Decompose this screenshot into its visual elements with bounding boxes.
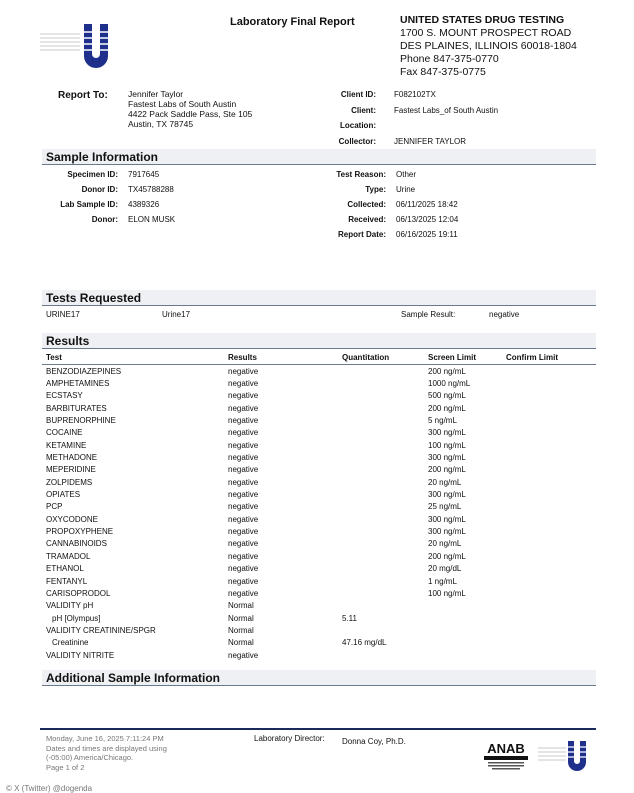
anab-logo-text: ANAB [487, 741, 525, 756]
client-info [300, 87, 498, 149]
result-test-name: VALIDITY CREATININE/SPGR [46, 625, 156, 635]
client-row [300, 103, 498, 119]
result-row [42, 377, 596, 389]
sample-info-left [46, 167, 175, 227]
col-quantitation: Quantitation [342, 352, 390, 362]
footer-rule [40, 728, 596, 730]
client-value: F082102TX [394, 90, 436, 100]
specimen-id-label: Specimen ID: [67, 170, 118, 179]
result-value: negative [228, 514, 259, 524]
result-value: negative [228, 379, 259, 389]
result-quantitation: 5.11 [342, 613, 357, 623]
result-test-name: TRAMADOL [46, 551, 91, 561]
lab-name: UNITED STATES DRUG TESTING [400, 14, 565, 26]
result-screen-limit: 200 ng/mL [428, 403, 466, 413]
result-row [42, 439, 596, 451]
tests-requested-row [46, 310, 596, 322]
result-row [42, 402, 596, 414]
recipient-city: Austin, TX 78745 [128, 119, 194, 129]
test-reason-value: Other [396, 170, 417, 179]
result-screen-limit: 100 ng/mL [428, 440, 466, 450]
result-value: negative [228, 366, 259, 376]
result-value: negative [228, 403, 259, 413]
report-date-value: 06/16/2025 19:11 [396, 230, 458, 239]
result-test-name: VALIDITY pH [46, 601, 94, 611]
specimen-id-value: 7917645 [128, 170, 160, 179]
sample-result-value: negative [489, 310, 520, 319]
result-screen-limit: 20 mg/dL [428, 564, 462, 574]
result-test-name: OPIATES [46, 490, 81, 500]
result-screen-limit: 5 ng/mL [428, 416, 457, 426]
result-test-name: KETAMINE [46, 440, 87, 450]
col-confirm-limit: Confirm Limit [506, 352, 558, 362]
recipient-street: 4422 Pack Saddle Pass, Ste 105 [128, 109, 253, 119]
result-screen-limit: 1000 ng/mL [428, 379, 471, 389]
result-screen-limit: 200 ng/mL [428, 465, 466, 475]
result-screen-limit: 20 ng/mL [428, 539, 462, 549]
result-value: negative [228, 428, 259, 438]
client-label: Client: [351, 105, 376, 115]
result-value: negative [228, 588, 259, 598]
footer-page-number: Page 1 of 2 [46, 762, 85, 772]
result-screen-limit: 300 ng/mL [428, 527, 466, 537]
result-test-name: METHADONE [46, 453, 98, 463]
footer-timestamp: Monday, June 16, 2025 7:11:24 PM [46, 734, 164, 743]
result-row [42, 649, 596, 661]
result-test-name: pH [Olympus] [52, 613, 101, 623]
usdt-logo [40, 18, 120, 70]
result-value: negative [228, 416, 259, 426]
lab-address-line2: DES PLAINES, ILLINOIS 60018-1804 [400, 40, 577, 52]
lab-director-label: Laboratory Director: [254, 734, 325, 743]
result-row [42, 624, 596, 636]
result-row [42, 525, 596, 537]
result-screen-limit: 300 ng/mL [428, 453, 466, 463]
result-value: negative [228, 465, 259, 475]
result-value: Normal [228, 625, 254, 635]
result-row [42, 575, 596, 587]
result-value: negative [228, 391, 259, 401]
collected-label: Collected: [347, 200, 386, 209]
tests-requested-header: Tests Requested [42, 290, 596, 306]
result-row [42, 427, 596, 439]
client-value: Fastest Labs_of South Austin [394, 105, 499, 115]
client-label: Client ID: [340, 90, 376, 100]
result-row [42, 390, 596, 402]
result-screen-limit: 500 ng/mL [428, 391, 466, 401]
test-code: URINE17 [46, 310, 80, 319]
result-test-name: MEPERIDINE [46, 465, 96, 475]
client-row [300, 134, 498, 150]
report-title: Laboratory Final Report [230, 16, 355, 28]
result-row [42, 600, 596, 612]
client-row [300, 118, 498, 134]
lab-sample-id-value: 4389326 [128, 200, 160, 209]
result-screen-limit: 200 ng/mL [428, 366, 466, 376]
collected-value: 06/11/2025 18:42 [396, 200, 458, 209]
result-test-name: BUPRENORPHINE [46, 416, 116, 426]
result-row [42, 563, 596, 575]
result-value: Normal [228, 638, 254, 648]
results-table-body [42, 365, 596, 661]
result-screen-limit: 200 ng/mL [428, 551, 466, 561]
type-value: Urine [396, 185, 416, 194]
donor-label: Donor: [91, 215, 118, 224]
donor-id-value: TX45788288 [128, 185, 174, 194]
usdt-logo-footer [538, 738, 594, 772]
received-label: Received: [348, 215, 386, 224]
lab-fax: Fax 847-375-0775 [400, 66, 486, 78]
result-value: negative [228, 527, 259, 537]
result-test-name: ETHANOL [46, 564, 84, 574]
result-test-name: OXYCODONE [46, 514, 99, 524]
result-screen-limit: 300 ng/mL [428, 490, 466, 500]
result-screen-limit: 25 ng/mL [428, 502, 462, 512]
result-test-name: PROPOXYPHENE [46, 527, 114, 537]
result-screen-limit: 20 ng/mL [428, 477, 462, 487]
col-test: Test [46, 352, 62, 362]
result-row [42, 501, 596, 513]
result-test-name: BENZODIAZEPINES [46, 366, 122, 376]
result-test-name: ECSTASY [46, 391, 83, 401]
col-results: Results [228, 352, 257, 362]
result-screen-limit: 1 ng/mL [428, 576, 457, 586]
anab-accreditation-logo [478, 737, 534, 773]
result-value: negative [228, 650, 259, 660]
client-label: Collector: [338, 136, 376, 146]
result-row [42, 550, 596, 562]
lab-director-name: Donna Coy, Ph.D. [342, 737, 406, 746]
client-value: JENNIFER TAYLOR [394, 136, 467, 146]
sample-info-right [300, 167, 458, 242]
received-value: 06/13/2025 12:04 [396, 215, 459, 224]
additional-sample-information-header: Additional Sample Information [42, 670, 596, 686]
result-row [42, 365, 596, 377]
test-panel: Urine17 [162, 310, 191, 319]
result-test-name: BARBITURATES [46, 403, 107, 413]
lab-sample-id-label: Lab Sample ID: [60, 200, 118, 209]
result-row [42, 538, 596, 550]
result-row [42, 513, 596, 525]
result-value: negative [228, 440, 259, 450]
image-caption: © X (Twitter) @dogenda [6, 784, 93, 793]
result-value: negative [228, 477, 259, 487]
result-screen-limit: 100 ng/mL [428, 588, 466, 598]
sample-result-label: Sample Result: [401, 310, 456, 319]
result-value: negative [228, 539, 259, 549]
client-row [300, 87, 498, 103]
result-value: Normal [228, 613, 254, 623]
result-test-name: COCAINE [46, 428, 83, 438]
results-table [42, 350, 596, 661]
results-header: Results [42, 333, 596, 349]
result-value: negative [228, 502, 259, 512]
recipient-company: Fastest Labs of South Austin [128, 99, 237, 109]
result-row [42, 612, 596, 624]
lab-phone: Phone 847-375-0770 [400, 53, 499, 65]
result-row [42, 488, 596, 500]
report-date-label: Report Date: [337, 230, 386, 239]
result-value: negative [228, 576, 259, 586]
result-screen-limit: 300 ng/mL [428, 514, 466, 524]
result-row [42, 464, 596, 476]
result-test-name: CANNABINOIDS [46, 539, 107, 549]
result-test-name: FENTANYL [46, 576, 88, 586]
donor-id-label: Donor ID: [81, 185, 118, 194]
sample-information-header: Sample Information [42, 149, 596, 165]
result-test-name: CARISOPRODOL [46, 588, 111, 598]
result-test-name: PCP [46, 502, 63, 512]
result-quantitation: 47.16 mg/dL [342, 638, 387, 648]
col-screen-limit: Screen Limit [428, 352, 477, 362]
type-label: Type: [365, 185, 386, 194]
report-to-label: Report To: [58, 90, 108, 101]
test-reason-label: Test Reason: [336, 170, 386, 179]
footer-note-2: (-05:00) America/Chicago. [46, 753, 134, 762]
result-screen-limit: 300 ng/mL [428, 428, 466, 438]
recipient-name: Jennifer Taylor [128, 89, 184, 99]
result-test-name: Creatinine [52, 638, 89, 648]
result-test-name: ZOLPIDEMS [46, 477, 93, 487]
lab-address-line1: 1700 S. MOUNT PROSPECT ROAD [400, 27, 572, 39]
result-row [42, 587, 596, 599]
donor-value: ELON MUSK [128, 215, 176, 224]
result-value: negative [228, 490, 259, 500]
result-row [42, 637, 596, 649]
result-test-name: VALIDITY NITRITE [46, 650, 115, 660]
results-table-header [42, 350, 596, 365]
result-value: Normal [228, 601, 254, 611]
result-value: negative [228, 551, 259, 561]
lab-address-block [400, 14, 577, 79]
footer-note-1: Dates and times are displayed using [46, 743, 167, 753]
result-test-name: AMPHETAMINES [46, 379, 110, 389]
result-row [42, 451, 596, 463]
result-row [42, 414, 596, 426]
result-value: negative [228, 564, 259, 574]
result-row [42, 476, 596, 488]
client-label: Location: [340, 121, 376, 131]
report-to-address [128, 89, 252, 129]
footer-notes [46, 734, 167, 772]
result-value: negative [228, 453, 259, 463]
